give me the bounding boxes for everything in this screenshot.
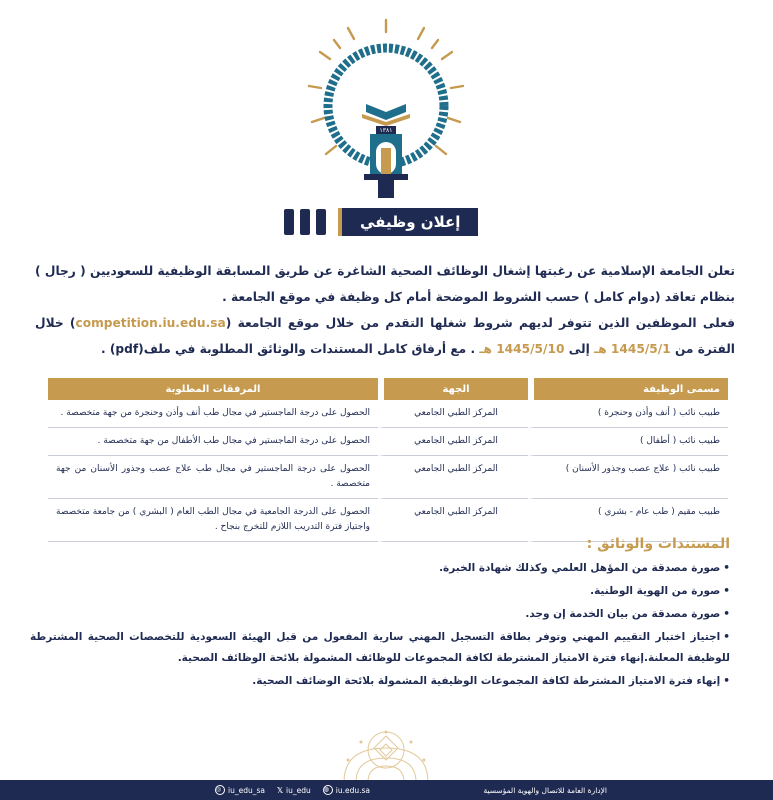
jobs-table — [48, 378, 728, 542]
document-text: صورة مصدقة من بيان الخدمة إن وجد. — [525, 608, 721, 620]
university-logo — [306, 18, 466, 198]
intro-line1: تعلن الجامعة الإسلامية عن رغبتها إشغال الوظائف الصحية الشاغرة عن طريق المسابقة الوظيفية للسعوديين ( رجال ) بنظام تعاقد (دوام كامل ) حسب الشروط الموضحة أمام كل وظيفة في موقع الجامعة . — [35, 264, 735, 304]
footer-bar — [0, 780, 773, 800]
ornament-graphic — [326, 730, 446, 782]
competition-link[interactable]: competition.iu.edu.sa — [75, 316, 226, 330]
table-row — [48, 400, 728, 428]
x-icon: 𝕏 — [276, 785, 284, 795]
logo-year: ١٣٨١ — [379, 127, 393, 134]
website-link[interactable] — [323, 785, 370, 795]
documents-title: المستندات والوثائق : — [586, 536, 730, 552]
date-from: 1445/5/1 هـ — [594, 342, 671, 356]
department-cell: المركز الطبي الجامعي — [378, 428, 528, 456]
table-row — [48, 428, 728, 456]
date-to: 1445/5/10 هـ — [479, 342, 565, 356]
document-text: اجتياز اختبار التقييم المهني وتوفر بطاقة التسجيل المهني سارية المفعول من قبل الهيئة السعودية للتخصصات الصحية المشترطة للوظيفة المعلنة.إنهاء فترة الامتياز المشترطة لكافة المجموعات للوظائف المشمولة بلائحة الوظائف الصحية. — [30, 631, 730, 664]
intro-line2-start: فعلى الموظفين الذين تتوفر لديهم شروط شغلها التقدم من خلال موقع الجامعة ( — [225, 316, 735, 330]
job-title-cell: طبيب نائب ( أطفال ) — [528, 428, 728, 456]
globe-icon: ◍ — [323, 785, 333, 795]
list-item — [30, 604, 730, 625]
website-url: iu.edu.sa — [335, 785, 370, 795]
instagram-handle: iu_edu_sa — [228, 785, 265, 795]
intro-text — [35, 258, 735, 362]
header-requirements: المرفقات المطلوبة — [48, 378, 378, 400]
requirements-cell: الحصول على درجة الماجستير في مجال طب أنف وأذن وحنجرة من جهة متخصصة . — [48, 400, 378, 428]
bullet-icon: • — [723, 585, 730, 597]
intro-line2-end: . مع أرفاق كامل المستندات والوثائق المطلوبة في ملف(pdf) . — [100, 342, 476, 356]
table-row — [48, 456, 728, 499]
requirements-cell: الحصول على الدرجة الجامعية في مجال الطب العام ( البشري ) من جامعة متخصصة واجتياز فترة التدريب اللازم للتخرج بنجاح . — [48, 499, 378, 542]
requirements-cell: الحصول على درجة الماجستير في مجال طب الأطفال من جهة متخصصة . — [48, 428, 378, 456]
table-header — [48, 378, 728, 400]
documents-section — [30, 536, 730, 694]
list-item — [30, 671, 730, 692]
intro-line2-mid: ) خلال الفترة من — [35, 316, 735, 356]
to-word: إلى — [568, 342, 590, 356]
department-cell: المركز الطبي الجامعي — [378, 456, 528, 499]
department-cell: المركز الطبي الجامعي — [378, 499, 528, 542]
decor-bar — [300, 209, 310, 235]
x-handle: iu_edu — [286, 785, 311, 795]
footer-department: الإدارة العامة للاتصال والهوية المؤسسية — [483, 785, 607, 795]
header-department: الجهة — [378, 378, 528, 400]
document-text: صورة من الهوية الوطنية. — [590, 585, 721, 597]
document-text: إنهاء فترة الامتياز المشترطة لكافة المجموعات الوظيفية المشمولة بلائحة الوضائف الصحية. — [252, 675, 721, 687]
document-text: صورة مصدقة من المؤهل العلمي وكذلك شهادة الخبرة. — [439, 562, 721, 574]
bullet-icon: • — [723, 631, 730, 643]
x-link[interactable] — [277, 785, 311, 795]
list-item — [30, 581, 730, 602]
page-title: إعلان وظيفي — [338, 208, 478, 236]
documents-list — [30, 558, 730, 692]
title-row — [284, 208, 478, 236]
bullet-icon: • — [723, 562, 730, 574]
job-title-cell: طبيب مقيم ( طب عام - بشري ) — [528, 499, 728, 542]
social-links — [215, 785, 370, 795]
instagram-link[interactable] — [215, 785, 265, 795]
intro-line2 — [35, 310, 735, 362]
requirements-cell: الحصول على درجة الماجستير في مجال طب علاج عصب وجذور الأسنان من جهة متخصصة . — [48, 456, 378, 499]
job-title-cell: طبيب نائب ( علاج عصب وجذور الأسنان ) — [528, 456, 728, 499]
department-cell: المركز الطبي الجامعي — [378, 400, 528, 428]
bullet-icon: • — [723, 608, 730, 620]
list-item — [30, 558, 730, 579]
decor-bar — [284, 209, 294, 235]
instagram-icon: ◎ — [215, 785, 225, 795]
header-job-title: مسمى الوظيفة — [528, 378, 728, 400]
job-title-cell: طبيب نائب ( أنف وأذن وحنجرة ) — [528, 400, 728, 428]
decor-bar — [316, 209, 326, 235]
bullet-icon: • — [723, 675, 730, 687]
list-item — [30, 627, 730, 669]
